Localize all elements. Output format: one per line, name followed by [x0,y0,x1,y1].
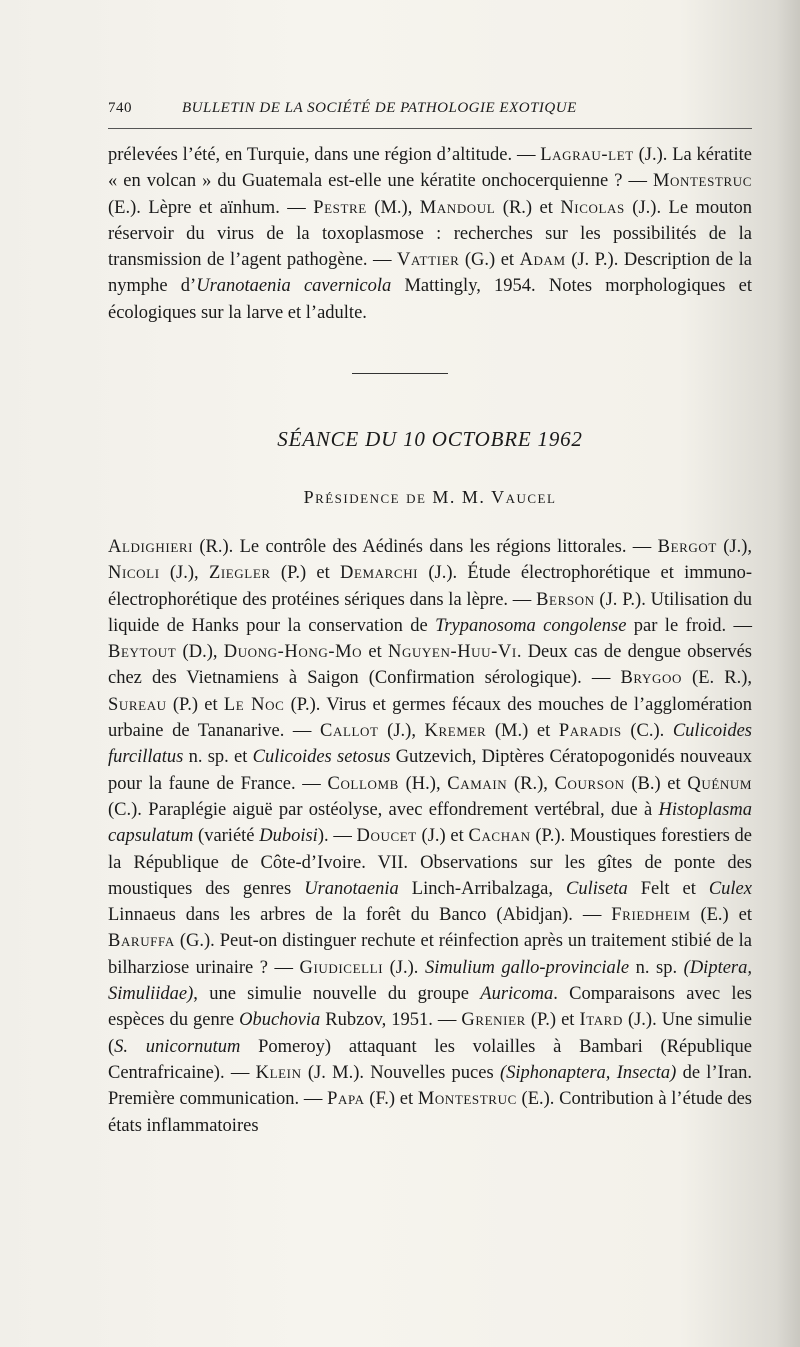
text-run: Rubzov, 1951. — [320,1010,462,1031]
taxon-name: Histoplasma capsulatum [108,799,752,847]
author-name: Camain [447,773,508,794]
text-run: (J. P.). Utilisation du liquide de Hanks pour la conservation de [108,589,752,636]
text-run: (H.), [398,773,448,794]
taxon-name: Culicoides furcillatus [108,721,752,768]
page-number: 740 [108,100,132,116]
author-name: Beytout [108,642,177,663]
text-run: . Deux cas de dengue observés chez des Vietnamiens à Saigon (Confirmation sérologique). — [108,642,752,689]
text-run: (P.) et [525,1010,580,1031]
taxon-name: Duboisi [259,826,318,847]
taxon-name: Trypanosoma congolense [435,615,627,636]
author-name: Baruffa [108,931,175,952]
author-name: Callot [320,721,379,742]
text-run: (E.) et [690,905,752,926]
author-name: Nguyen-Huu-Vi [388,642,517,663]
text-run: (J.), [716,537,752,557]
text-run: (G.). Peut-on distinguer rechute et réinfection après un traitement stibié de la bilharziose urinaire ? — [108,931,752,978]
author-name: Duong-Hong-Mo [223,642,363,663]
text-run: (D.), [176,642,224,663]
author-name: Montestruc [652,171,752,192]
text-run: ). — [317,826,357,847]
author-name: Nicolas [560,197,625,218]
text-run: (P.). Virus et germes fécaux des mouches de l’agglomération urbaine de Tananarive. — [108,694,752,742]
text-run: (G.) et [459,250,520,271]
author-name: Courson [554,773,625,794]
author-name: Friedheim [611,905,691,926]
author-name: Le Noc [223,694,285,715]
text-run: (M.), [366,197,420,218]
author-name: Mandoul [419,197,496,218]
taxon-name: Simulium gallo-provinciale [424,957,630,978]
taxon-name: Culiseta [566,878,628,899]
section-separator [352,373,448,374]
text-run: (J.) et [416,826,469,847]
header-rule [108,128,752,129]
author-name: Sureau [108,694,167,715]
text-run: , une simulie nouvelle du groupe [193,984,481,1005]
text-run: (J.), [378,721,425,742]
text-run: n. sp. [629,957,684,978]
author-name: Cachan [468,826,531,847]
taxon-name: Auricoma [480,984,554,1005]
text-run: Linch-Arribalzaga, [398,878,567,899]
author-name: Ziegler [208,563,271,584]
taxon-name: (Diptera, Simuliidae) [108,957,752,1005]
text-run: (J.). Étude électrophorétique et immuno-électrophorétique des protéines sériques dans la lèpre. — [108,563,752,610]
author-name: Papa [327,1089,365,1110]
presidence-line: Présidence de M. M. Vaucel [303,487,557,507]
text-run: Gutzevich, Diptères Cératopogonidés nouveaux pour la faune de France. — [108,747,752,794]
text-run: (J.), [159,563,209,584]
author-name: Vattier [397,250,460,271]
author-name: Adam [519,250,566,271]
text-run: (E.). Lèpre et aïnhum. — [108,197,314,218]
text-run: (J. M.). Nouvelles puces [301,1062,500,1083]
text-run: (P.) et [166,694,224,715]
taxon-name: Obuchovia [239,1010,321,1031]
text-run: (E. R.), [681,668,752,689]
text-run: (E.). Contribution à l’étude des états inflammatoires [108,1089,753,1136]
text-run: (J.). Une simulie ( [108,1010,753,1057]
taxon-name: Uranotaenia cavernicola [196,276,392,297]
text-run: (P.). Moustiques forestiers de la République de Côte-d’Ivoire. VII. Observations sur les gîtes de ponte des moustiques des genres [108,826,752,899]
text-run: Pomeroy) attaquant les volailles à Bambari (République Centrafricaine). — [108,1036,752,1083]
author-name: Aldighieri [108,537,194,557]
author-name: Pestre [313,197,367,218]
author-name: Paradis [558,721,622,742]
author-name: Quénum [687,773,752,794]
paragraph-session-communications [108,534,752,1139]
text-run: (J. P.). Description de la nymphe d’ [108,250,752,297]
author-name: Doucet [356,826,417,847]
text-run: (R.), [507,773,555,794]
taxon-name: Culicoides setosus [252,747,391,768]
taxon-name: (Siphonaptera, Insecta) [499,1062,677,1083]
author-name: Klein [255,1062,302,1083]
author-name: Collomb [327,773,399,794]
author-name: Giudicelli [299,957,384,978]
text-run: (P.) et [270,563,340,584]
text-run: et [362,642,388,663]
author-name: Itard [579,1010,623,1031]
text-run: (C.). [621,721,673,742]
author-name: Bergot [657,537,717,557]
author-name: Demarchi [340,563,419,584]
text-run: de l’Iran. Première communication. — [108,1062,753,1110]
journal-title: BULLETIN DE LA SOCIÉTÉ DE PATHOLOGIE EXOTIQUE [182,100,577,116]
text-run: (J.). [383,957,425,978]
text-run: (C.). Paraplégie aiguë par ostéolyse, avec effondrement vertébral, due à [108,799,659,820]
author-name: Kremer [424,721,487,742]
text-run: (J.). La kératite « en volcan » du Guatemala est-elle une kératite onchocerquienne ? — [108,145,753,192]
text-run: (variété [193,826,260,847]
text-run: Felt et [627,878,709,899]
text-run: (J.). Le mouton réservoir du virus de la toxoplasmose : recherches sur les possibilités de la transmission de l’agent pathogène. — [108,197,753,271]
author-name: Montestruc [417,1089,517,1110]
author-name: Lagrau-let [540,145,634,165]
taxon-name: Culex [708,878,752,899]
taxon-name: Uranotaenia [304,878,399,899]
taxon-name: S. unicornutum [114,1036,241,1057]
paragraph-previous-session [108,142,752,326]
author-name: Grenier [461,1010,526,1031]
text-run: (F.) et [364,1089,418,1110]
author-name: Berson [536,589,595,610]
author-name: Nicoli [108,563,160,584]
session-title: SÉANCE DU 10 OCTOBRE 1962 [277,427,583,451]
text-run: . Comparaisons avec les espèces du genre [108,984,752,1031]
text-run: n. sp. et [183,747,253,768]
text-run: (M.) et [486,721,559,742]
text-run: (R.). Le contrôle des Aédinés dans les régions littorales. — [193,537,658,557]
text-run: (B.) et [624,773,688,794]
author-name: Brygoo [620,668,682,689]
text-run: (R.) et [495,197,561,218]
text-run: prélevées l’été, en Turquie, dans une région d’altitude. — [108,145,541,165]
text-run: Mattingly, 1954. Notes morphologiques et écologiques sur la larve et l’adulte. [108,276,753,323]
text-run: par le froid. — [626,615,753,636]
text-run: Linnaeus dans les arbres de la forêt du Banco (Abidjan). — [108,905,612,926]
